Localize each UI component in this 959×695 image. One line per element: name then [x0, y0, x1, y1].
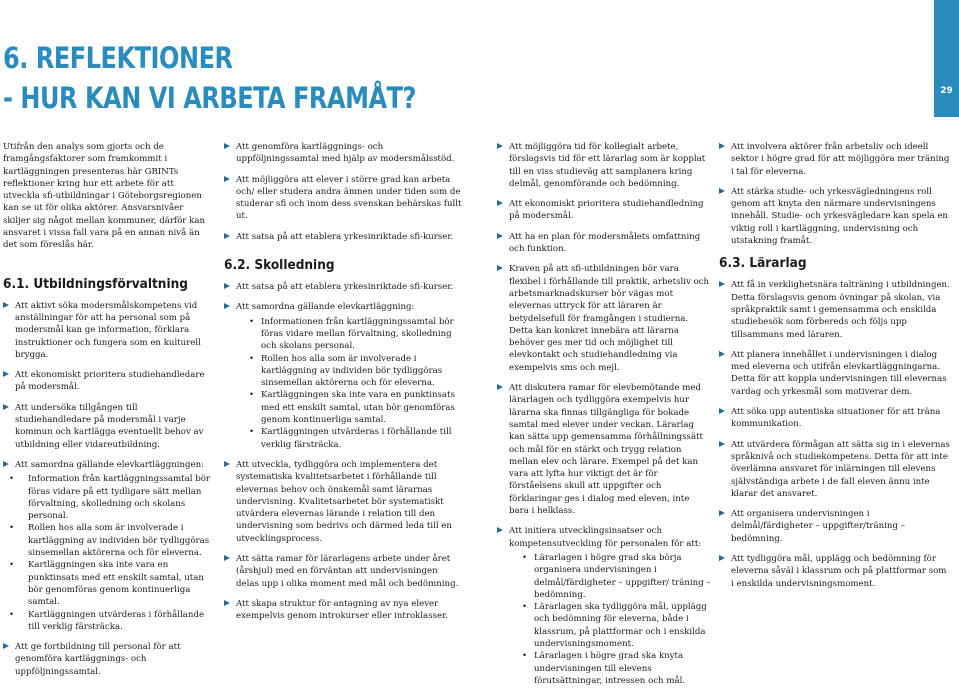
bullet-list: [3, 300, 211, 678]
triangle-bullet-icon: [719, 188, 725, 194]
triangle-bullet-icon: [719, 408, 725, 414]
page-title: [3, 38, 416, 118]
sub-list-item: • Information från kartläggningssamtal bör föras vidare på ett tydligare sätt mellan förvaltning, skolledning och skolans personal.: [9, 474, 211, 522]
dot-bullet-icon: •: [522, 552, 528, 563]
page-number: 29: [940, 86, 953, 96]
triangle-bullet-icon: [719, 555, 725, 561]
list-item: Att sätta ramar för lärarlagens arbete under året (årshjul) med en förväntan att undervisningen delas upp i olika moment med mål och bedömning.: [224, 553, 462, 590]
dot-bullet-icon: •: [249, 353, 255, 364]
list-item: Att ha en plan för modersmålets omfattning och funktion.: [497, 231, 711, 256]
dot-bullet-icon: •: [522, 651, 528, 662]
title-line-1: 6. REFLEKTIONER: [3, 41, 233, 75]
list-item: Att aktivt söka modersmålskompetens vid anställningar för att ha personal som på modersmål kan ge information, förklara instruktioner och fungera som en kulturell brygga.: [3, 300, 211, 361]
dot-bullet-icon: •: [249, 427, 255, 438]
triangle-bullet-icon: [719, 143, 725, 149]
list-item: Att ekonomiskt prioritera studiehandledare på modersmål.: [3, 369, 211, 394]
list-item: Att diskutera ramar för elevbemötande med lärarlagen och tydliggöra exempelvis hur lärarna ska finnas tillgängliga för bokade samtal med elever under veckan. Lärarlag kan sätta upp gemensamma förhållningssätt och mål för en stärkt och trygg relation mellan elev och lärare. Exempel på det kan vara att lyfta hur viktigt det är för förståelsens skull att uppgifter och förklaringar ges i dialog med eleven, inte bara i helklass.: [497, 382, 711, 517]
dot-bullet-icon: •: [9, 560, 15, 571]
list-item: Att få in verklighetsnära talträning i utbildningen. Detta förslagsvis genom övningar på skolan, via språkpraktik samt i gemensamma och enskilda studiebesök som förbereds och följs upp tillsammans med läraren.: [719, 279, 951, 340]
bullet-list: [719, 141, 951, 247]
triangle-bullet-icon: [3, 643, 9, 649]
sub-list-item: • Lärarlagen i högre grad ska börja organisera undervisningen i delmål/färdigheter – uppgifter/ träning – bedömning.: [522, 552, 711, 600]
triangle-bullet-icon: [497, 233, 503, 239]
column-4: [719, 141, 951, 598]
list-item: Att söka upp autentiska situationer för att träna kommunikation.: [719, 406, 951, 431]
list-item: Att ge fortbildning till personal för att genomföra kartläggnings- och uppföljningssamtal.: [3, 641, 211, 678]
triangle-bullet-icon: [224, 283, 230, 289]
page-number-tab: [934, 0, 959, 117]
sub-list-item: • Lärarlagen i högre grad ska knyta undervisningen till elevens förutsättningar, intressen och mål.: [522, 651, 686, 686]
list-item: Att organisera undervisningen i delmål/färdigheter – uppgifter/träning – bedömning.: [719, 508, 951, 545]
triangle-bullet-icon: [497, 143, 503, 149]
sub-list-item: • Informationen från kartläggningssamtal bör föras vidare mellan förvaltning, skolledning och skolans personal.: [249, 316, 454, 352]
dot-bullet-icon: •: [9, 609, 15, 620]
triangle-bullet-icon: [224, 600, 230, 606]
list-item: Att satsa på att etablera yrkesinriktade sfi-kurser.: [224, 231, 462, 243]
list-item: Att skapa struktur för antagning av nya elever exempelvis genom introkurser eller introklasser.: [224, 598, 462, 623]
sub-list-item: • Rollen hos alla som är involverade i kartläggning av individen bör tydliggöras sinsemellan aktörerna och för eleverna.: [9, 523, 210, 559]
triangle-bullet-icon: [719, 441, 725, 447]
sub-list: [236, 316, 462, 451]
dot-bullet-icon: •: [249, 390, 255, 401]
triangle-bullet-icon: [224, 555, 230, 561]
bullet-list: [224, 281, 462, 622]
triangle-bullet-icon: [719, 510, 725, 516]
triangle-bullet-icon: [3, 371, 9, 377]
column-3: [497, 141, 711, 695]
bullet-list: [224, 141, 462, 243]
list-item: Att möjliggöra tid för kollegialt arbete, förslagsvis tid för ett lärarlag som är kopplat till en viss studieväg att samplanera kring delmål, genomförande och bedömning.: [497, 141, 711, 190]
dot-bullet-icon: •: [9, 523, 15, 534]
dot-bullet-icon: •: [9, 474, 15, 485]
list-item: Att ekonomiskt prioritera studiehandledning på modersmål.: [497, 198, 711, 223]
sub-list: [509, 552, 711, 687]
sub-list-item: • Kartläggningen utvärderas i förhållande till verklig färsträcka.: [249, 427, 452, 450]
list-item: Att satsa på att etablera yrkesinriktade sfi-kurser.: [224, 281, 462, 293]
triangle-bullet-icon: [224, 303, 230, 309]
section-heading-6-3: 6.3. Lärarlag: [719, 255, 807, 272]
list-item: Att samordna gällande elevkartläggningen: • Information från kartläggningssamtal bör föras vidare på ett tydligare sätt mellan förvaltning, skolledning och skolans personal. • Rollen hos alla som är involverade i kartläggning av individen bör tydliggöras sinsemellan aktörerna och för eleverna. • Kartläggningen ska inte vara en punktinsats med ett enskilt samtal, utan bör genomföras genom kontinuerliga samtal. • Kartläggningen utvärderas i förhållande till verklig färsträcka.: [3, 459, 211, 633]
triangle-bullet-icon: [3, 404, 9, 410]
triangle-bullet-icon: [224, 176, 230, 182]
list-item: Att tydliggöra mål, upplägg och bedömning för eleverna såväl i klassrum och på plattformar som i enskilda undervisningsmoment.: [719, 553, 951, 590]
sub-list-item: • Kartläggningen utvärderas i förhållande till verklig färsträcka.: [9, 609, 205, 632]
list-item: Kraven på att sfi-utbildningen bör vara flexibel i förhållande till praktik, arbetsliv och arbetsmarknadskurser bör vägas mot elevernas uttryck för att läraren är betydelsefull för framgången i studierna. Detta kan konkret innebära att lärarna behöver ges mer tid och möjlighet till elevkontakt och studiehandledning via exempelvis sms och mejl.: [497, 263, 711, 374]
dot-bullet-icon: •: [522, 602, 528, 613]
list-item: Att initiera utvecklingsinsatser och kompetensutveckling för personalen för att: • Lärarlagen i högre grad ska börja organisera undervisningen i delmål/färdigheter – uppgifter/ träning – bedömning. • Lärarlagen ska tydliggöra mål, upplägg och bedömning för eleverna, både i klassrum, på plattformar och i enskilda undervisningsmoment. • Lärarlagen i högre grad ska knyta undervisningen till elevens förutsättningar, intressen och mål.: [497, 525, 711, 687]
list-item: Att utveckla, tydliggöra och implementera det systematiska kvalitetsarbetet i förhållande till elevernas behov och önskemål samt lärarnas undervisning. Kvalitetsarbetet bör systematiskt utvärdera elevernas lärande i relation till den undervisning som bedrivs och därmed leda till en utvecklingsprocess.: [224, 459, 462, 545]
list-item: Att utvärdera förmågan att sätta sig in i elevernas språknivå och studiekompetens. Detta för att inte överlämna ansvaret för inlärningen till elevens självständiga arbete i de fall eleven ännu inte klarar det ansvaret.: [719, 439, 951, 500]
section-heading-6-2: 6.2. Skolledning: [224, 257, 335, 274]
bullet-list: [719, 279, 951, 590]
triangle-bullet-icon: [3, 461, 9, 467]
list-item: Att stärka studie- och yrkesvägledningens roll genom att knyta den närmare undervisningens innehåll. Studie- och yrkesvägledare kan spela en viktig roll i kartläggning, undervisning och utstakning framåt.: [719, 186, 951, 247]
triangle-bullet-icon: [3, 302, 9, 308]
column-2: [224, 141, 462, 631]
bullet-list: [497, 141, 711, 687]
column-1: [3, 141, 211, 686]
triangle-bullet-icon: [719, 351, 725, 357]
sub-list-item: • Kartläggningen ska inte vara en punktinsats med ett enskilt samtal, utan bör genomföras genom kontinuerliga samtal.: [9, 560, 204, 608]
sub-list: [3, 473, 211, 633]
list-item: Att involvera aktörer från arbetsliv och ideell sektor i högre grad för att möjliggöra mer träning i tal för eleverna.: [719, 141, 951, 178]
triangle-bullet-icon: [497, 527, 503, 533]
triangle-bullet-icon: [497, 384, 503, 390]
triangle-bullet-icon: [497, 265, 503, 271]
list-item: Att samordna gällande elevkartläggning: • Informationen från kartläggningssamtal bör föras vidare mellan förvaltning, skolledning och skolans personal. • Rollen hos alla som är involverade i kartläggning av individen bör tydliggöras sinsemellan aktörerna och för eleverna. • Kartläggningen ska inte vara en punktinsats med ett enskilt samtal, utan bör genomföras genom kontinuerliga samtal. • Kartläggningen utvärderas i förhållande till verklig färsträcka.: [224, 301, 462, 451]
sub-list-item: • Lärarlagen ska tydliggöra mål, upplägg och bedömning för eleverna, både i klassrum, på plattformar och i enskilda undervisningsmoment.: [522, 602, 707, 649]
dot-bullet-icon: •: [249, 316, 255, 327]
list-item: Att undersöka tillgången till studiehandledare på modersmål i varje kommun och kartlägga eventuellt behov av utbildning eller vidareutbildning.: [3, 402, 211, 451]
triangle-bullet-icon: [719, 281, 725, 287]
triangle-bullet-icon: [497, 200, 503, 206]
list-item: Att planera innehållet i undervisningen i dialog med eleverna och utifrån elevkartläggningarna. Detta för att koppla undervisningen till elevernas vardag och yrkesmål som motiverar dem.: [719, 349, 951, 398]
list-item: Att genomföra kartläggnings- och uppföljningssamtal med hjälp av modersmålsstöd.: [224, 141, 462, 166]
list-item: Att möjliggöra att elever i större grad kan arbeta och/ eller studera andra ämnen under tiden som de studerar sfi och inom dess svenskan behärskas fullt ut.: [224, 174, 462, 223]
sub-list-item: • Kartläggningen ska inte vara en punktinsats med ett enskilt samtal, utan bör genomföras genom kontinuerliga samtal.: [249, 390, 455, 426]
sub-list-item: • Rollen hos alla som är involverade i kartläggning av individen bör tydliggöras sinsemellan aktörerna och för eleverna.: [249, 353, 443, 389]
triangle-bullet-icon: [224, 233, 230, 239]
intro-paragraph: Utifrån den analys som gjorts och de framgångsfaktorer som framkommit i kartläggningen presenteras här GRINTs reflektioner kring hur ett arbete för att utveckla sfi-utbildningar i Göteborgsregionen kan se ut för olika aktörer. Ansvarsnivåer skiljer sig något mellan kommuner, därför kan ansvaret i vissa fall vara på en annan nivå än det som föreslås här.: [3, 142, 205, 251]
section-heading-6-1: 6.1. Utbildningsförvaltning: [3, 275, 188, 292]
triangle-bullet-icon: [224, 143, 230, 149]
triangle-bullet-icon: [224, 461, 230, 467]
title-line-2: - HUR KAN VI ARBETA FRAMÅT?: [3, 81, 417, 115]
